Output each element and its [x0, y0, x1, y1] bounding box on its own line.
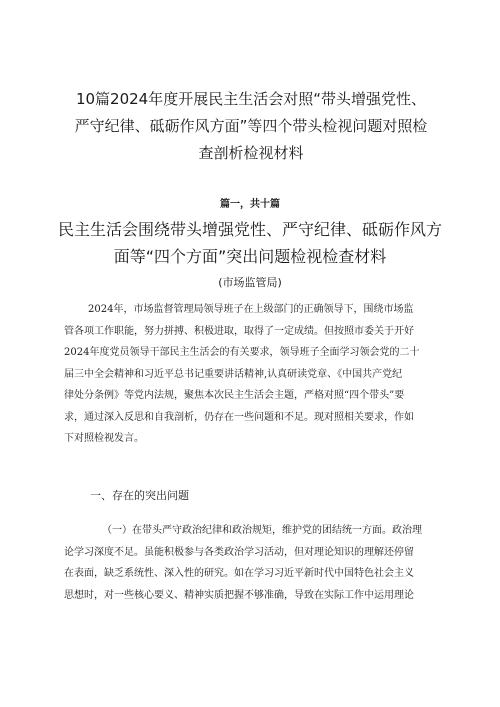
paragraph-line: 届三中全会精神和习近平总书记重要讲话精神,认真研读党章、《中国共产党纪 [64, 368, 403, 380]
paragraph-line: 2024年度党员领导干部民主生活会的有关要求，领导班子全面学习领会党的二十 [64, 347, 420, 358]
document-title [70, 86, 432, 167]
section-title-line: 面等“四个方面”突出问题检视检查材料 [113, 247, 387, 266]
paragraph-line: 求，通过深入反思和自我剖析，仍存在一些问题和不足。现对照相关要求，作如 [64, 411, 414, 423]
paragraph-line: 思想时，对一些核心要义、精神实质把握不够准确，导致在实际工作中运用理论 [64, 589, 414, 601]
paragraph-line: 在表面，缺乏系统性、深入性的研究。如在学习习近平新时代中国特色社会主义 [64, 568, 414, 579]
paragraph-line: 2024年，市场监督管理局领导班子在上级部门的正确领导下，围绕市场监 [88, 304, 414, 315]
paragraph-line: 律处分条例》等党内法规，聚焦本次民主生活会主题，严格对照“四个带头”要 [64, 390, 405, 401]
document-title-line: 严守纪律、砥砺作风方面”等四个带头检视问题对照检 [74, 117, 428, 135]
section-heading: 一、存在的突出问题 [90, 489, 189, 502]
intro-paragraph [64, 299, 420, 450]
part-label: 篇一，共十篇 [220, 199, 280, 210]
paragraph-line: （一）在带头严守政治纪律和政治规矩，维护党的团结统一方面。政治理 [102, 525, 422, 536]
paragraph-line: 管各项工作职能，努力拼搏、积极进取，取得了一定成绩。但按照市委关于开好 [64, 325, 414, 337]
organization-label: (市场监管局) [218, 276, 282, 289]
paragraph-line: 下对照检视发言。 [64, 433, 144, 444]
section-title [50, 216, 450, 270]
issue-paragraph [64, 520, 422, 606]
document-title-line: 10篇2024年度开展民主生活会对照“带头增强党性、 [75, 90, 427, 108]
paragraph-line: 论学习深度不足。虽能积极参与各类政治学习活动，但对理论知识的理解还停留 [64, 546, 414, 558]
document-title-line: 查剖析检视材料 [198, 144, 304, 162]
section-title-line: 民主生活会围绕带头增强党性、严守纪律、砥砺作风方 [57, 220, 442, 239]
